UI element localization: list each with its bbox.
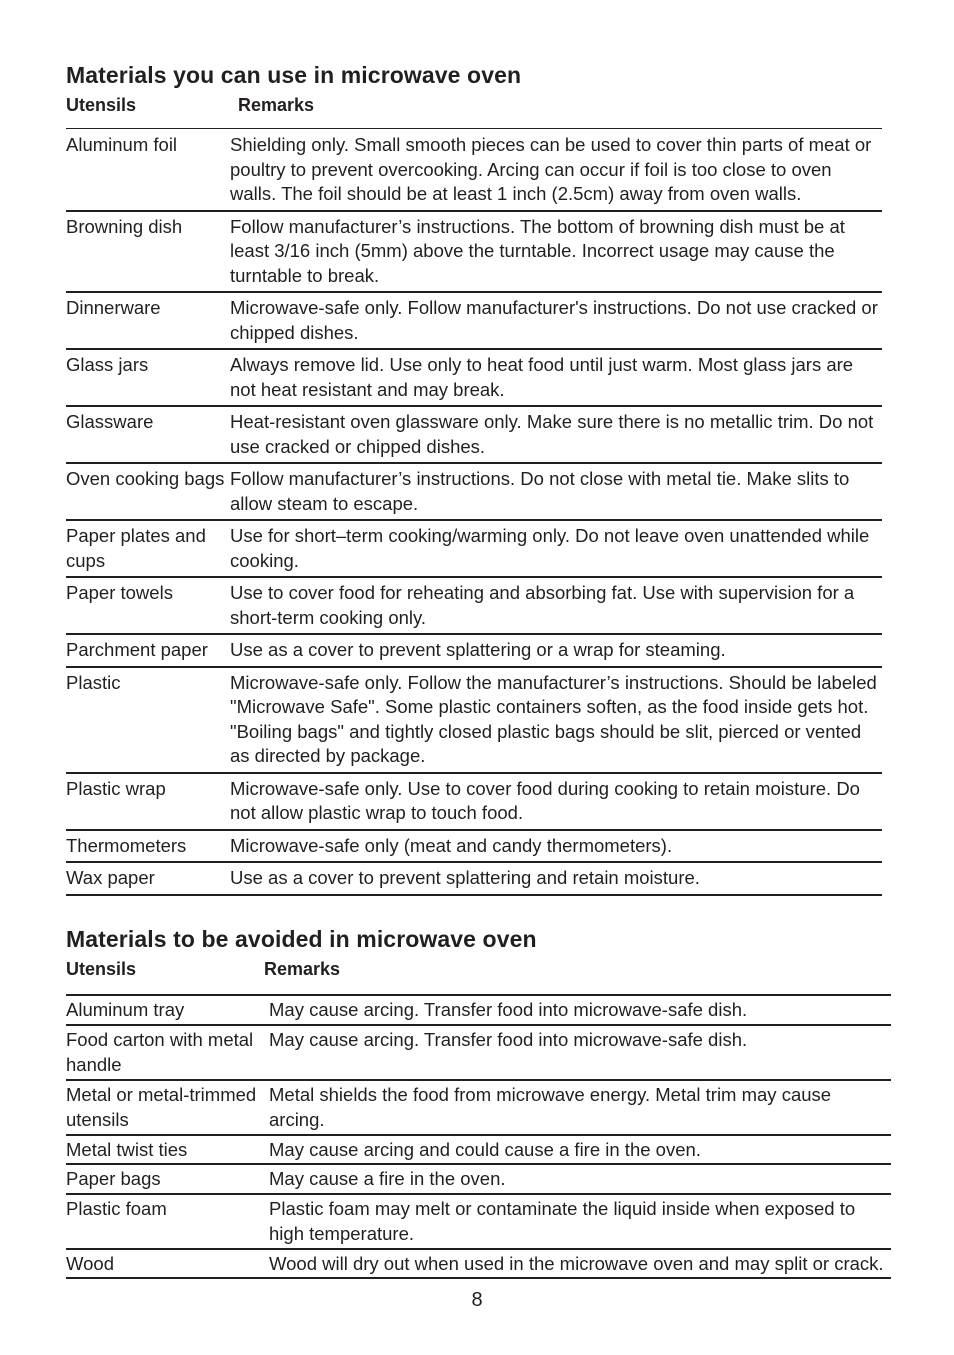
table-row — [66, 635, 882, 668]
utensil-cell: Food carton with metal handle — [66, 1028, 254, 1075]
utensil-cell: Dinnerware — [66, 297, 161, 318]
table-row — [66, 1026, 891, 1081]
utensil-cell: Aluminum tray — [66, 999, 185, 1020]
utensil-cell: Metal twist ties — [66, 1138, 188, 1160]
remark-cell: Microwave-safe only (meat and candy thermometers). — [230, 834, 673, 856]
remark-cell: Microwave-safe only. Follow the manufacturer’s instructions. Should be labeled "Microwave Safe". Some plastic containers soften, as the food inside gets hot. "Boiling bags" and tightly closed plastic bags should be slit, pierced or vented as directed by package. — [230, 671, 877, 766]
table-row — [66, 129, 882, 212]
remark-cell: Microwave-safe only. Use to cover food during cooking to retain moisture. Do not allow plastic wrap to touch food. — [230, 777, 860, 823]
utensil-cell: Paper bags — [66, 1168, 161, 1189]
table-row — [66, 1081, 891, 1136]
utensil-cell: Plastic foam — [66, 1197, 167, 1219]
utensil-cell: Plastic wrap — [66, 777, 166, 799]
utensil-cell: Browning dish — [66, 215, 183, 237]
utensils-column-header: Utensils — [66, 95, 137, 115]
utensil-cell: Metal or metal-trimmed utensils — [66, 1083, 257, 1130]
remark-cell: Use for short–term cooking/warming only. Do not leave oven unattended while cooking. — [230, 525, 870, 571]
utensil-cell: Thermometers — [66, 834, 187, 856]
utensil-cell: Wax paper — [66, 867, 155, 888]
remark-cell: Microwave-safe only. Follow manufacturer's instructions. Do not use cracked or chipped dishes. — [230, 297, 878, 343]
table-row — [66, 212, 882, 294]
avoid-materials-section — [66, 922, 891, 1279]
remark-cell: Follow manufacturer’s instructions. Do not close with metal tie. Make slits to allow steam to escape. — [230, 468, 850, 514]
table-row — [66, 1195, 891, 1250]
remark-cell: May cause arcing and could cause a fire in the oven. — [269, 1138, 701, 1160]
remark-cell: Use as a cover to prevent splattering and retain moisture. — [230, 867, 700, 888]
remark-cell: Shielding only. Small smooth pieces can be used to cover thin parts of meat or poultry to prevent overcooking. Arcing can occur if foil is too close to oven walls. The foil should be at least 1 inch (2.5cm) away from oven walls. — [230, 134, 872, 204]
table-row — [66, 668, 882, 774]
utensil-cell: Parchment paper — [66, 639, 208, 660]
remarks-column-header: Remarks — [264, 959, 341, 979]
utensil-cell: Glass jars — [66, 354, 149, 375]
avoid-materials-header — [66, 956, 891, 996]
avoid-materials-title: Materials to be avoided in microwave oven — [66, 926, 537, 952]
utensils-column-header: Utensils — [66, 959, 137, 979]
table-row — [66, 293, 882, 350]
remark-cell: Follow manufacturer’s instructions. The bottom of browning dish must be at least 3/16 inch (5mm) above the turntable. Incorrect usage may cause the turntable to break. — [230, 215, 845, 286]
table-row — [66, 1136, 891, 1166]
remark-cell: May cause arcing. Transfer food into microwave-safe dish. — [269, 999, 748, 1020]
remark-cell: Heat-resistant oven glassware only. Make sure there is no metallic trim. Do not use cracked or chipped dishes. — [230, 411, 874, 457]
avoid-materials-table — [66, 996, 891, 1279]
remark-cell: Always remove lid. Use only to heat food until just warm. Most glass jars are not heat resistant and may break. — [230, 354, 854, 400]
utensil-cell: Glassware — [66, 411, 154, 432]
remark-cell: Plastic foam may melt or contaminate the liquid inside when exposed to high temperature. — [269, 1197, 856, 1244]
page-number: 8 — [471, 1289, 483, 1311]
remark-cell: May cause a fire in the oven. — [269, 1168, 506, 1189]
table-row — [66, 407, 882, 464]
remark-cell: Use as a cover to prevent splattering or a wrap for steaming. — [230, 639, 726, 660]
table-row — [66, 1165, 891, 1195]
utensil-cell: Paper towels — [66, 582, 173, 603]
table-row — [66, 350, 882, 407]
safe-materials-title: Materials you can use in microwave oven — [66, 62, 522, 88]
utensil-cell: Paper plates and cups — [66, 525, 206, 571]
utensil-cell: Plastic — [66, 671, 121, 693]
utensil-cell: Wood — [66, 1252, 114, 1274]
table-row — [66, 578, 882, 635]
safe-materials-header — [66, 92, 882, 129]
utensil-cell: Aluminum foil — [66, 134, 178, 155]
remark-cell: May cause arcing. Transfer food into microwave-safe dish. — [269, 1028, 748, 1050]
table-row — [66, 863, 882, 896]
table-row — [66, 1250, 891, 1280]
remarks-column-header: Remarks — [238, 95, 315, 115]
remark-cell: Use to cover food for reheating and absorbing fat. Use with supervision for a short-term cooking only. — [230, 582, 855, 628]
table-row — [66, 774, 882, 831]
safe-materials-table — [66, 129, 882, 896]
table-row — [66, 521, 882, 578]
table-row — [66, 831, 882, 864]
remark-cell: Metal shields the food from microwave energy. Metal trim may cause arcing. — [269, 1083, 832, 1130]
table-row — [66, 464, 882, 521]
table-row — [66, 996, 891, 1026]
utensil-cell: Oven cooking bags — [66, 468, 225, 489]
remark-cell: Wood will dry out when used in the microwave oven and may split or crack. — [269, 1252, 884, 1274]
safe-materials-section — [66, 58, 882, 896]
